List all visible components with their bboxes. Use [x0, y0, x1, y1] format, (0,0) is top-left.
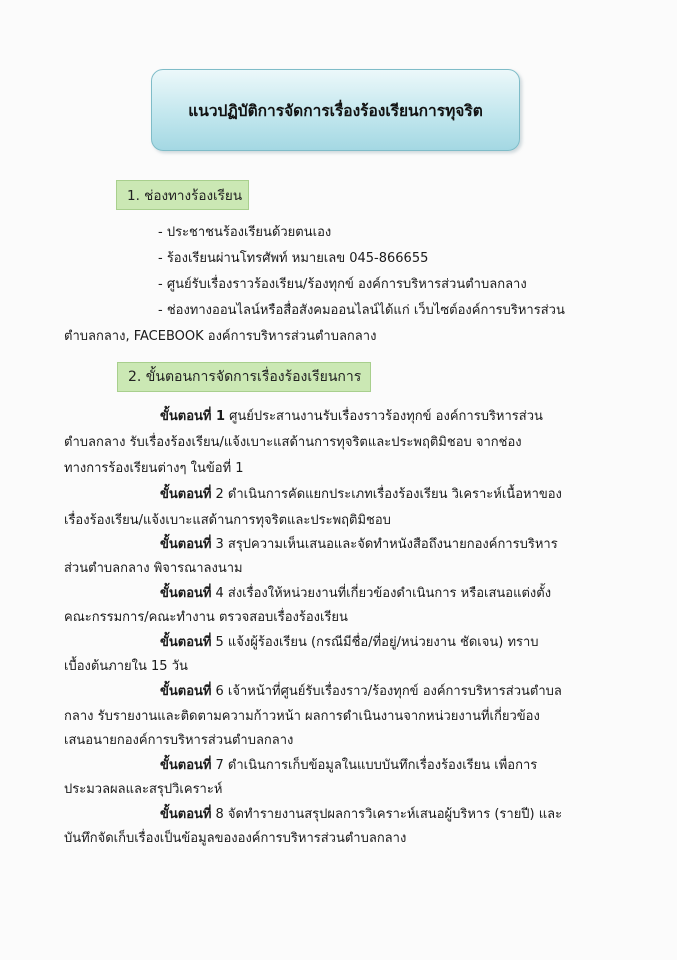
step-2	[160, 483, 562, 504]
step-text: 5 แจ้งผู้ร้องเรียน (กรณีมีชื่อ/ที่อยู่/หน่วยงาน ชัดเจน) ทราบ	[215, 635, 539, 650]
step-text: 8 จัดทำรายงานสรุปผลการวิเคราะห์เสนอผู้บริหาร (รายปี) และ	[215, 807, 563, 822]
step-1	[160, 405, 543, 426]
step-label: ขั้นตอนที่	[160, 635, 212, 650]
step-text-cont: ทางการร้องเรียนต่างๆ ในข้อที่ 1	[64, 461, 244, 476]
step-text-cont: ตำบลกลาง รับเรื่องร้องเรียน/แจ้งเบาะแสด้านการทุจริตและประพฤติมิชอบ จากช่อง	[64, 435, 522, 450]
list-item: - ร้องเรียนผ่านโทรศัพท์ หมายเลข 045-866655	[158, 251, 429, 266]
step-7	[160, 754, 537, 775]
step-label: ขั้นตอนที่	[160, 758, 212, 773]
page-title: แนวปฏิบัติการจัดการเรื่องร้องเรียนการทุจริต	[188, 101, 483, 120]
step-text-cont: คณะกรรมการ/คณะทำงาน ตรวจสอบเรื่องร้องเรียน	[64, 610, 348, 625]
step-6	[160, 680, 562, 701]
step-text: 7 ดำเนินการเก็บข้อมูลในแบบบันทึกเรื่องร้องเรียน เพื่อการ	[215, 758, 538, 773]
step-text-cont: บันทึกจัดเก็บเรื่องเป็นข้อมูลขององค์การบริหารส่วนตำบลกลาง	[64, 831, 407, 846]
step-text: ศูนย์ประสานงานรับเรื่องราวร้องทุกข์ องค์การบริหารส่วน	[229, 409, 543, 424]
section-1-heading: 1. ช่องทางร้องเรียน	[116, 180, 249, 210]
step-text: 3 สรุปความเห็นเสนอและจัดทำหนังสือถึงนายกองค์การบริหาร	[215, 537, 558, 552]
step-label: ขั้นตอนที่	[160, 537, 212, 552]
step-label: ขั้นตอนที่	[160, 586, 212, 601]
step-8	[160, 803, 562, 824]
step-text: 2 ดำเนินการคัดแยกประเภทเรื่องร้องเรียน วิเคราะห์เนื้อหาของ	[215, 487, 562, 502]
step-text: 4 ส่งเรื่องให้หน่วยงานที่เกี่ยวข้องดำเนินการ หรือเสนอแต่งตั้ง	[215, 586, 552, 601]
step-label: ขั้นตอนที่ 1	[160, 409, 226, 424]
step-text-cont: กลาง รับรายงานและติดตามความก้าวหน้า ผลการดำเนินงานจากหน่วยงานที่เกี่ยวข้อง	[64, 709, 540, 724]
section-2-heading: 2. ขั้นตอนการจัดการเรื่องร้องเรียนการ	[117, 362, 371, 392]
step-label: ขั้นตอนที่	[160, 684, 212, 699]
list-item: - ช่องทางออนไลน์หรือสื่อสังคมออนไลน์ได้แก่ เว็บไซต์องค์การบริหารส่วน	[158, 303, 565, 318]
list-item-continuation: ตำบลกลาง, FACEBOOK องค์การบริหารส่วนตำบลกลาง	[64, 329, 377, 344]
step-4	[160, 582, 551, 603]
step-text-cont: เสนอนายกองค์การบริหารส่วนตำบลกลาง	[64, 733, 294, 748]
list-item: - ประชาชนร้องเรียนด้วยตนเอง	[158, 225, 332, 240]
step-text-cont: เรื่องร้องเรียน/แจ้งเบาะแสด้านการทุจริตและประพฤติมิชอบ	[64, 513, 391, 528]
step-3	[160, 533, 558, 554]
step-text-cont: ประมวลผลและสรุปวิเคราะห์	[64, 782, 223, 797]
step-text-cont: เบื้องต้นภายใน 15 วัน	[64, 659, 188, 674]
step-label: ขั้นตอนที่	[160, 487, 212, 502]
title-box	[151, 69, 520, 151]
list-item: - ศูนย์รับเรื่องราวร้องเรียน/ร้องทุกข์ องค์การบริหารส่วนตำบลกลาง	[158, 277, 527, 292]
step-text: 6 เจ้าหน้าที่ศูนย์รับเรื่องราว/ร้องทุกข์ องค์การบริหารส่วนตำบล	[215, 684, 562, 699]
step-label: ขั้นตอนที่	[160, 807, 212, 822]
step-text-cont: ส่วนตำบลกลาง พิจารณาลงนาม	[64, 561, 243, 576]
step-5	[160, 631, 539, 652]
